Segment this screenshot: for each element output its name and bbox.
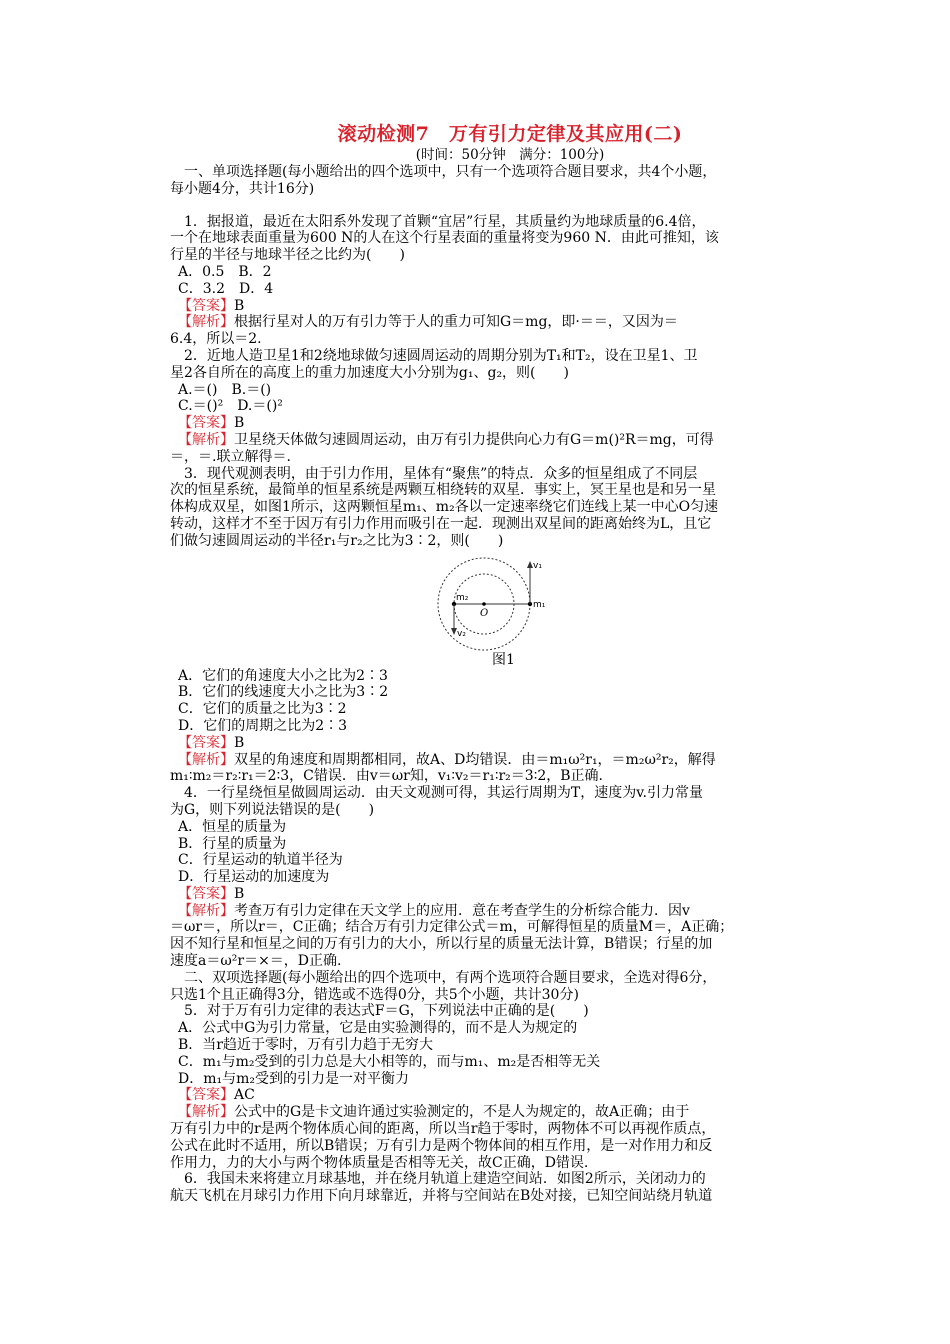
explanation-text: 考查万有引力定律在天文学上的应用．意在考查学生的分析综合能力．因v xyxy=(234,902,690,919)
explanation-text: m₁∶m₂＝r₂∶r₁＝2∶3，C错误．由v＝ωr知，v₁∶v₂＝r₁∶r₂＝3∶2，B正确. xyxy=(170,768,603,785)
explanation-text: 根据行星对人的万有引力等于人的重力可知G＝mg，即·＝＝，又因为＝ xyxy=(234,314,678,331)
question-text: 星2各自所在的高度上的重力加速度大小分别为g₁、g₂，则( ) xyxy=(170,364,569,381)
explanation-line xyxy=(170,314,810,331)
explanation-tag: 【解析】 xyxy=(178,902,234,919)
center-point xyxy=(482,602,486,606)
answer-value: B xyxy=(234,297,245,314)
explanation-line xyxy=(170,903,810,920)
answer-tag: 【答案】 xyxy=(178,734,234,751)
question-text: 航天飞机在月球引力作用下向月球靠近，并将与空间站在B处对接，已知空间站绕月轨道 xyxy=(170,1188,713,1205)
answer-tag: 【答案】 xyxy=(178,1087,234,1104)
question-option: D．它们的周期之比为2∶3 xyxy=(178,717,348,734)
explanation-line xyxy=(170,432,810,449)
question-text: 转动，这样才不至于因万有引力作用而吸引在一起．现测出双星间的距离始终为L，且它 xyxy=(170,515,712,532)
question-text: 们做匀速圆周运动的半径r₁与r₂之比为3∶2，则( ) xyxy=(170,532,504,549)
figure-caption: 图1 xyxy=(492,651,515,668)
answer-value: B xyxy=(234,734,245,751)
explanation-tag: 【解析】 xyxy=(178,1104,234,1121)
section-heading: 二、双项选择题(每小题给出的四个选项中，有两个选项符合题目要求，全选对得6分， xyxy=(170,969,717,986)
question-option: C．行星运动的轨道半径为 xyxy=(178,852,343,869)
answer-line xyxy=(170,1087,810,1104)
question-option: B．当r趋近于零时，万有引力趋于无穷大 xyxy=(178,1037,433,1054)
label-o: O xyxy=(480,607,489,619)
explanation-text: ＝，＝.联立解得＝. xyxy=(170,448,291,465)
section-heading: 每小题4分，共计16分) xyxy=(170,180,315,197)
explanation-line xyxy=(170,752,810,769)
question-text: 一个在地球表面重量为600 N的人在这个行星表面的重量将变为960 N．由此可推知，该 xyxy=(170,230,719,247)
exam-meta: (时间：50分钟 满分：100分) xyxy=(415,147,605,163)
explanation-text: 公式中的G是卡文迪许通过实验测定的，不是人为规定的，故A正确；由于 xyxy=(234,1104,690,1121)
question-option: D．行星运动的加速度为 xyxy=(178,869,330,886)
explanation-text: 万有引力中的r是两个物体质心间的距离，所以当r趋于零时，两物体不可以再视作质点， xyxy=(170,1121,716,1138)
explanation-text: 因不知行星和恒星之间的万有引力的大小，所以行星的质量无法计算，B错误；行星的加 xyxy=(170,936,713,953)
page-title: 滚动检测7 万有引力定律及其应用(二) xyxy=(337,123,683,145)
question-option: C．它们的质量之比为3∶2 xyxy=(178,701,347,718)
explanation-text: 公式在此时不适用，所以B错误；万有引力是两个物体间的相互作用，是一对作用力和反 xyxy=(170,1137,713,1154)
answer-line xyxy=(170,886,810,903)
question-text: 次的恒星系统，最简单的恒星系统是两颗互相绕转的双星．事实上，冥王星也是和另一星 xyxy=(170,482,716,499)
question-option: A．公式中G为引力常量，它是由实验测得的，而不是人为规定的 xyxy=(178,1020,578,1037)
explanation-line xyxy=(170,1104,810,1121)
label-v2: v₂ xyxy=(457,628,466,639)
question-option: C．m₁与m₂受到的引力总是大小相等的，而与m₁、m₂是否相等无关 xyxy=(178,1053,601,1070)
question-option: D．m₁与m₂受到的引力是一对平衡力 xyxy=(178,1070,409,1087)
label-m1: m₁ xyxy=(533,599,546,610)
label-m2: m₂ xyxy=(456,592,469,603)
question-option: A．恒星的质量为 xyxy=(178,818,287,835)
question-option: B．它们的线速度大小之比为3∶2 xyxy=(178,684,389,701)
explanation-tag: 【解析】 xyxy=(178,314,234,331)
explanation-text: 双星的角速度和周期都相同，故A、D均错误．由＝m₁ω²r₁，＝m₂ω²r₂，解得 xyxy=(234,751,716,768)
question-option: A．它们的角速度大小之比为2∶3 xyxy=(178,667,388,684)
question-text: 2．近地人造卫星1和2绕地球做匀速圆周运动的周期分别为T₁和T₂，设在卫星1、卫 xyxy=(170,347,698,364)
question-text: 1．据报道，最近在太阳系外发现了首颗“宜居”行星，其质量约为地球质量的6.4倍， xyxy=(170,213,706,230)
answer-tag: 【答案】 xyxy=(178,885,234,902)
answer-tag: 【答案】 xyxy=(178,297,234,314)
section-heading: 一、单项选择题(每小题给出的四个选项中，只有一个选项符合题目要求，共4个小题， xyxy=(170,164,717,180)
answer-line xyxy=(170,735,810,752)
answer-value: B xyxy=(234,415,245,432)
label-v1: v₁ xyxy=(533,560,542,571)
binary-star-figure xyxy=(432,556,562,652)
question-text: 4．一行星绕恒星做圆周运动．由天文观测可得，其运行周期为T，速度为v.引力常量 xyxy=(170,785,703,802)
document-page xyxy=(170,121,810,1205)
question-text: 6．我国未来将建立月球基地，并在绕月轨道上建造空间站．如图2所示，关闭动力的 xyxy=(170,1171,706,1188)
question-text: 3．现代观测表明，由于引力作用，星体有“聚焦”的特点．众多的恒星组成了不同层 xyxy=(170,465,698,482)
section-heading: 只选1个且正确得3分，错选或不选得0分，共5个小题，共计30分) xyxy=(170,986,579,1003)
question-text: 体构成双星，如图1所示，这两颗恒星m₁、m₂各以一定速率绕它们连线上某一中心O匀速 xyxy=(170,499,719,516)
question-text: 为G，则下列说法错误的是( ) xyxy=(170,801,375,818)
explanation-text: 卫星绕天体做匀速圆周运动，由万有引力提供向心力有G＝m()²R＝mg，可得 xyxy=(234,431,714,448)
question-option: A.＝() B.＝() xyxy=(178,381,272,398)
explanation-text: 速度a＝ω²r＝×＝，D正确. xyxy=(170,953,342,970)
answer-line xyxy=(170,415,810,432)
question-text: 行星的半径与地球半径之比约为( ) xyxy=(170,247,405,264)
question-option: B．行星的质量为 xyxy=(178,835,287,852)
answer-line xyxy=(170,298,810,315)
question-option: C.＝()² D.＝()² xyxy=(178,398,283,415)
explanation-tag: 【解析】 xyxy=(178,431,234,448)
answer-value: AC xyxy=(234,1087,255,1104)
explanation-text: 作用力，力的大小与两个物体质量是否相等无关，故C正确，D错误. xyxy=(170,1154,589,1171)
explanation-text: 6.4，所以＝2. xyxy=(170,331,262,348)
answer-tag: 【答案】 xyxy=(178,415,234,432)
answer-value: B xyxy=(234,885,245,902)
question-text: 5．对于万有引力定律的表达式F＝G，下列说法中正确的是( ) xyxy=(170,1003,589,1020)
explanation-tag: 【解析】 xyxy=(178,751,234,768)
explanation-text: ＝ωr＝，所以r＝，C正确；结合万有引力定律公式＝m，可解得恒星的质量M＝，A正确； xyxy=(170,919,734,936)
question-option: C．3.2 D．4 xyxy=(178,280,274,297)
question-option: A．0.5 B．2 xyxy=(178,263,272,280)
